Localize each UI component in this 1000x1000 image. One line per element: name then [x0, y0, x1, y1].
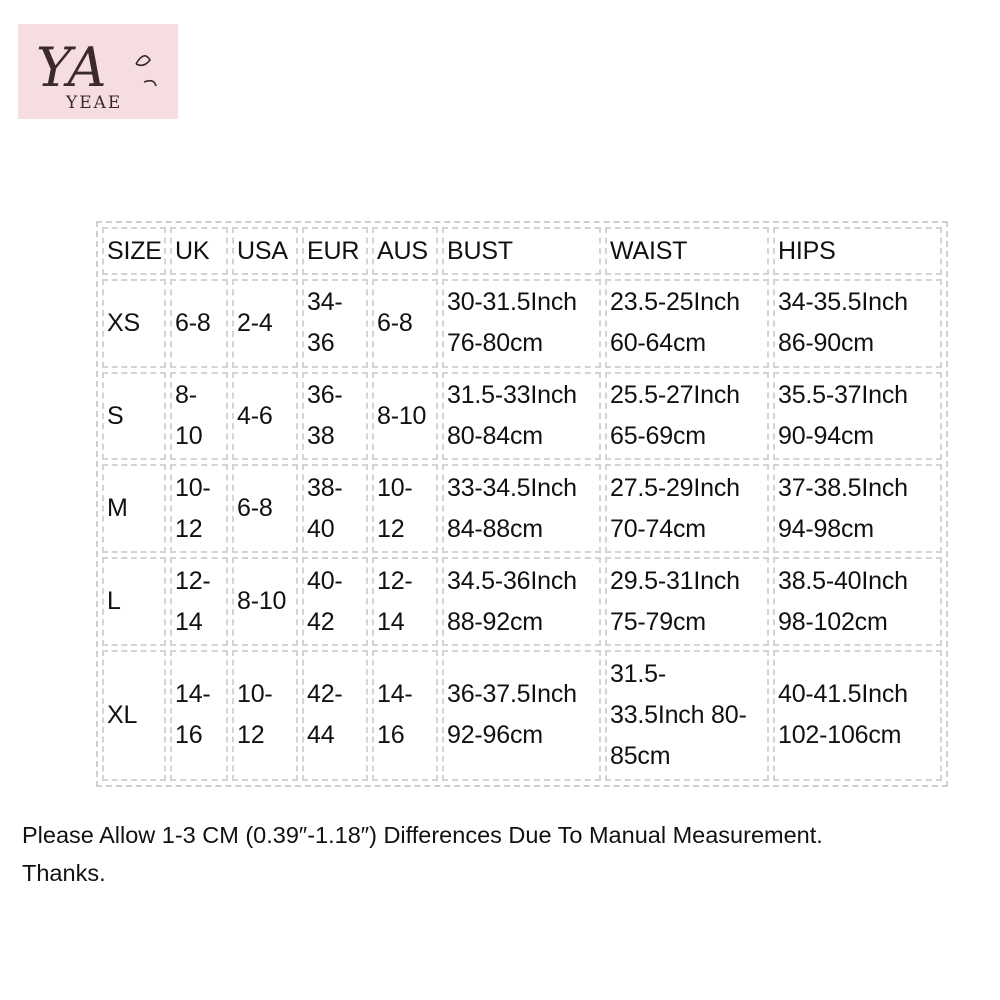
- cell-waist: [605, 279, 769, 368]
- cell-text: 8-: [175, 381, 197, 410]
- cell-text: 60-64cm: [610, 329, 706, 358]
- cell-text: 10-: [377, 473, 413, 502]
- cell-hips: [773, 464, 942, 553]
- column-header: [442, 227, 601, 275]
- cell-size: [102, 279, 166, 368]
- brand-logo: [18, 24, 178, 119]
- column-header: [102, 227, 166, 275]
- cell-text: 34-35.5Inch: [778, 288, 908, 317]
- cell-size: [102, 464, 166, 553]
- column-header-label: AUS: [377, 236, 428, 265]
- cell-waist: [605, 372, 769, 461]
- cell-text: 6-8: [237, 494, 273, 523]
- cell-text: 14: [175, 607, 203, 636]
- cell-text: 33-34.5Inch: [447, 473, 577, 502]
- column-header: [232, 227, 298, 275]
- cell-bust: [442, 279, 601, 368]
- cell-text: 98-102cm: [778, 607, 888, 636]
- cell-text: 90-94cm: [778, 422, 874, 451]
- cell-text: 10-: [175, 473, 211, 502]
- measurement-note: [22, 816, 982, 892]
- cell-text: 94-98cm: [778, 514, 874, 543]
- cell-text: 34-: [307, 288, 343, 317]
- column-header-label: WAIST: [610, 236, 688, 265]
- cell-uk: [170, 557, 228, 646]
- cell-text: 75-79cm: [610, 607, 706, 636]
- cell-hips: [773, 279, 942, 368]
- cell-text: S: [107, 401, 124, 430]
- cell-text: 27.5-29Inch: [610, 473, 740, 502]
- cell-usa: [232, 464, 298, 553]
- cell-text: 92-96cm: [447, 721, 543, 750]
- cell-aus: [372, 557, 438, 646]
- cell-text: 38: [307, 422, 335, 451]
- cell-text: 40-: [307, 566, 343, 595]
- cell-text: 36: [307, 329, 335, 358]
- cell-text: 44: [307, 721, 335, 750]
- cell-aus: [372, 279, 438, 368]
- cell-text: 29.5-31Inch: [610, 566, 740, 595]
- cell-text: 35.5-37Inch: [778, 381, 908, 410]
- cell-hips: [773, 650, 942, 781]
- column-header: [170, 227, 228, 275]
- cell-text: 31.5-: [610, 659, 666, 688]
- cell-hips: [773, 372, 942, 461]
- size-table: [98, 223, 946, 785]
- cell-uk: [170, 372, 228, 461]
- cell-aus: [372, 464, 438, 553]
- cell-text: 8-10: [237, 587, 287, 616]
- cell-text: 33.5Inch 80-: [610, 700, 747, 729]
- cell-waist: [605, 650, 769, 781]
- column-header: [302, 227, 368, 275]
- cell-text: 10: [175, 422, 203, 451]
- table-row: [102, 464, 942, 553]
- note-line: Please Allow 1-3 CM (0.39″-1.18″) Differences Due To Manual Measurement.: [22, 822, 823, 848]
- cell-bust: [442, 650, 601, 781]
- cell-waist: [605, 464, 769, 553]
- column-header-label: EUR: [307, 236, 360, 265]
- cell-size: [102, 372, 166, 461]
- cell-text: 2-4: [237, 308, 273, 337]
- cell-eur: [302, 464, 368, 553]
- logo-wordmark: YEAE: [66, 93, 123, 113]
- table-row: [102, 650, 942, 781]
- cell-text: 14-: [175, 680, 211, 709]
- cell-text: XS: [107, 308, 140, 337]
- cell-eur: [302, 650, 368, 781]
- cell-hips: [773, 557, 942, 646]
- cell-text: 4-6: [237, 401, 273, 430]
- cell-text: 12-: [175, 566, 211, 595]
- cell-text: 6-8: [377, 308, 413, 337]
- cell-text: 86-90cm: [778, 329, 874, 358]
- cell-eur: [302, 279, 368, 368]
- cell-eur: [302, 372, 368, 461]
- cell-bust: [442, 372, 601, 461]
- cell-text: 42-: [307, 680, 343, 709]
- cell-text: 85cm: [610, 741, 671, 770]
- column-header-label: BUST: [447, 236, 513, 265]
- cell-text: 12-: [377, 566, 413, 595]
- logo-monogram: YA: [36, 36, 107, 99]
- header-row: [102, 227, 942, 275]
- cell-text: 30-31.5Inch: [447, 288, 577, 317]
- cell-text: 12: [377, 514, 405, 543]
- logo-flourish: [136, 56, 156, 86]
- column-header: [605, 227, 769, 275]
- cell-usa: [232, 650, 298, 781]
- cell-text: 76-80cm: [447, 329, 543, 358]
- cell-text: 14-: [377, 680, 413, 709]
- cell-size: [102, 557, 166, 646]
- cell-aus: [372, 650, 438, 781]
- cell-text: 42: [307, 607, 335, 636]
- cell-text: 36-37.5Inch: [447, 680, 577, 709]
- cell-text: 84-88cm: [447, 514, 543, 543]
- cell-text: 38.5-40Inch: [778, 566, 908, 595]
- cell-text: 40: [307, 514, 335, 543]
- cell-text: 12: [175, 514, 203, 543]
- table-row: [102, 557, 942, 646]
- column-header-label: SIZE: [107, 236, 162, 265]
- cell-text: 38-: [307, 473, 343, 502]
- logo-graphic: [18, 24, 178, 119]
- column-header: [372, 227, 438, 275]
- cell-uk: [170, 650, 228, 781]
- cell-text: 12: [237, 721, 265, 750]
- cell-text: 23.5-25Inch: [610, 288, 740, 317]
- cell-text: 80-84cm: [447, 422, 543, 451]
- cell-text: 16: [377, 721, 405, 750]
- column-header-label: UK: [175, 236, 210, 265]
- cell-text: 16: [175, 721, 203, 750]
- cell-waist: [605, 557, 769, 646]
- cell-uk: [170, 279, 228, 368]
- cell-text: 6-8: [175, 308, 211, 337]
- cell-text: 40-41.5Inch: [778, 680, 908, 709]
- note-line: Thanks.: [22, 860, 106, 886]
- size-chart: [96, 221, 948, 787]
- cell-text: 36-: [307, 381, 343, 410]
- cell-text: 37-38.5Inch: [778, 473, 908, 502]
- table-row: [102, 279, 942, 368]
- cell-text: 70-74cm: [610, 514, 706, 543]
- cell-text: XL: [107, 700, 138, 729]
- cell-text: 31.5-33Inch: [447, 381, 577, 410]
- cell-eur: [302, 557, 368, 646]
- cell-text: 34.5-36Inch: [447, 566, 577, 595]
- cell-text: 65-69cm: [610, 422, 706, 451]
- cell-bust: [442, 464, 601, 553]
- table-row: [102, 372, 942, 461]
- cell-usa: [232, 372, 298, 461]
- cell-uk: [170, 464, 228, 553]
- column-header-label: HIPS: [778, 236, 836, 265]
- cell-text: 8-10: [377, 401, 427, 430]
- cell-text: 88-92cm: [447, 607, 543, 636]
- cell-text: 102-106cm: [778, 721, 902, 750]
- cell-usa: [232, 557, 298, 646]
- cell-text: L: [107, 587, 121, 616]
- cell-text: M: [107, 494, 128, 523]
- cell-text: 10-: [237, 680, 273, 709]
- cell-size: [102, 650, 166, 781]
- cell-aus: [372, 372, 438, 461]
- cell-usa: [232, 279, 298, 368]
- column-header: [773, 227, 942, 275]
- cell-bust: [442, 557, 601, 646]
- cell-text: 25.5-27Inch: [610, 381, 740, 410]
- column-header-label: USA: [237, 236, 288, 265]
- cell-text: 14: [377, 607, 405, 636]
